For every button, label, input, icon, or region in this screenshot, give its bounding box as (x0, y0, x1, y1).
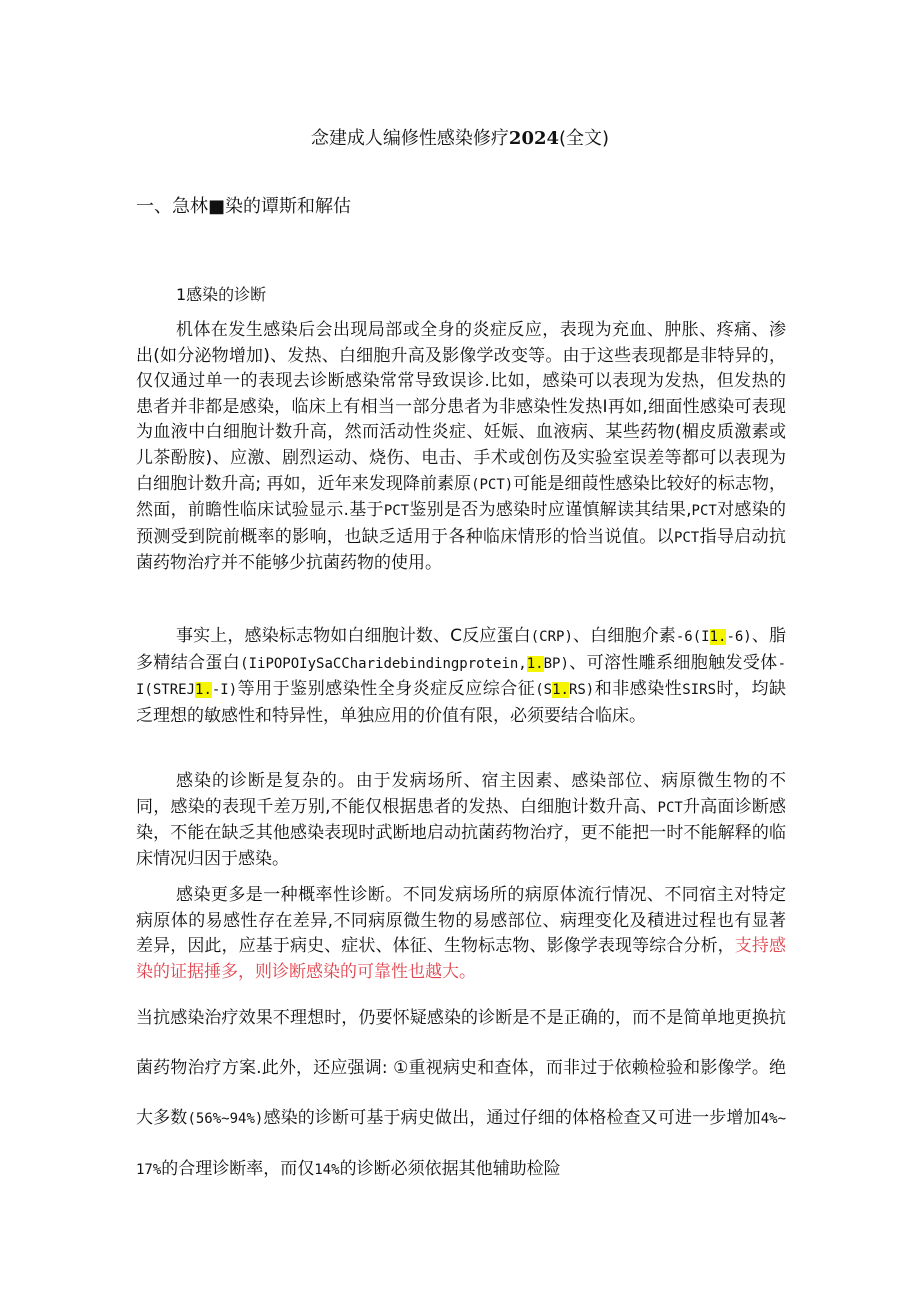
highlight-mark: 1. (552, 682, 569, 699)
subsection-heading: 1感染的诊断 (176, 285, 267, 304)
highlight-mark: 1. (526, 655, 544, 672)
paragraph-treatment-doubt: 当抗感染治疗效果不理想时，仍要怀疑感染的诊断是不是正确的，而不是简单地更换抗菌药物治疗方案.此外，还应强调: ①重视病史和查体，而非过于依赖检验和影像学。绝大多数(56%~94%)感染的诊断可基于病史做出，通过仔细的体格检查又可进一步增加4%~17%的合理诊断率，而仅14%的诊断必须依据其他辅助检险 (136, 1008, 787, 1179)
highlight-mark: 1. (195, 682, 212, 699)
paragraph-probabilistic-diagnosis: 感染更多是一种概率性诊断。不同发病场所的病原体流行情况、不同宿主对特定病原体的易感性存在差异,不同病原微生物的易感部位、病理变化及積进过程也有显著差异，因此，应基于病史、症状、体征、生物标志物、影像学表现等综合分析，支持感染的证据捶多，则诊断感染的可靠性也越大。 (136, 885, 787, 982)
section-heading: 一、急林■染的谭斯和解估 (136, 196, 352, 217)
title-year: 2024 (508, 128, 560, 149)
paragraph-diagnosis-complexity: 感染的诊断是复杂的。由于发病场所、宿主因素、感染部位、病原微生物的不同，感染的表现千差万别,不能仅根据患者的发热、白细胞计数升高、PCT升高面诊断感染，不能在缺乏其他感染表现时武断地启动抗菌药物治疗，更不能把一时不能解释的临床情况归因于感染。 (136, 771, 787, 869)
paragraph-infection-signs: 机体在发生感染后会出现局部或全身的炎症反应，表现为充血、肿胀、疼痛、渗出(如分泌物增加)、发热、白细胞升高及影像学改变等。由于这些表现都是非特异的，仅仅通过单一的表现去诊断感染常常导致误诊.比如，感染可以表现为发热，但发热的患者并非都是感染，临床上有相当一部分患者为非感染性发热I再如,细面性感染可表现为血液中白细胞计数升高，然而活动性炎症、妊娠、血液病、某些药物(楣皮质激素或儿茶酚胺)、应激、剧烈运动、烧伤、电击、手术或创伤及实验室误差等都可以表现为白细胞计数升高; 再如，近年来发现降前素原(PCT)可能是细葭性感染比较好的标志物，然面，前瞻性临床试验显示.基于PCT鉴别是否为感染时应谨慎解读其结果,PCT对感染的预测受到院前概率的影响，也缺乏适用于各种临床情形的恰当说值。以PCT指导启动抗菌药物治疗并不能够少抗菌药物的使用。 (136, 320, 787, 574)
emphasis-text: 支持感染的证据捶多，则诊断感染的可靠性也越大。 (136, 936, 787, 982)
page-title: 念建成人编修性感染修疗2024(全文) (310, 128, 610, 149)
highlight-mark: 1. (709, 629, 727, 645)
paragraph-infection-markers: 事实上，感染标志物如白细胞计数、C反应蛋白(CRP)、白细胞介素-6(I1.-6)、脂多精结合蛋白(IiPOPOIySaCCharidebindingprotein,1.BP)、可溶性雕系细胞触发受体-I(STREJ1.-I)等用于鉴别感染性全身炎症反应综合征(S1.RS)和非感染性SIRS时，均缺乏理想的敏感性和特异性，单独应用的价值有限，必须要结合临床。 (136, 626, 787, 726)
